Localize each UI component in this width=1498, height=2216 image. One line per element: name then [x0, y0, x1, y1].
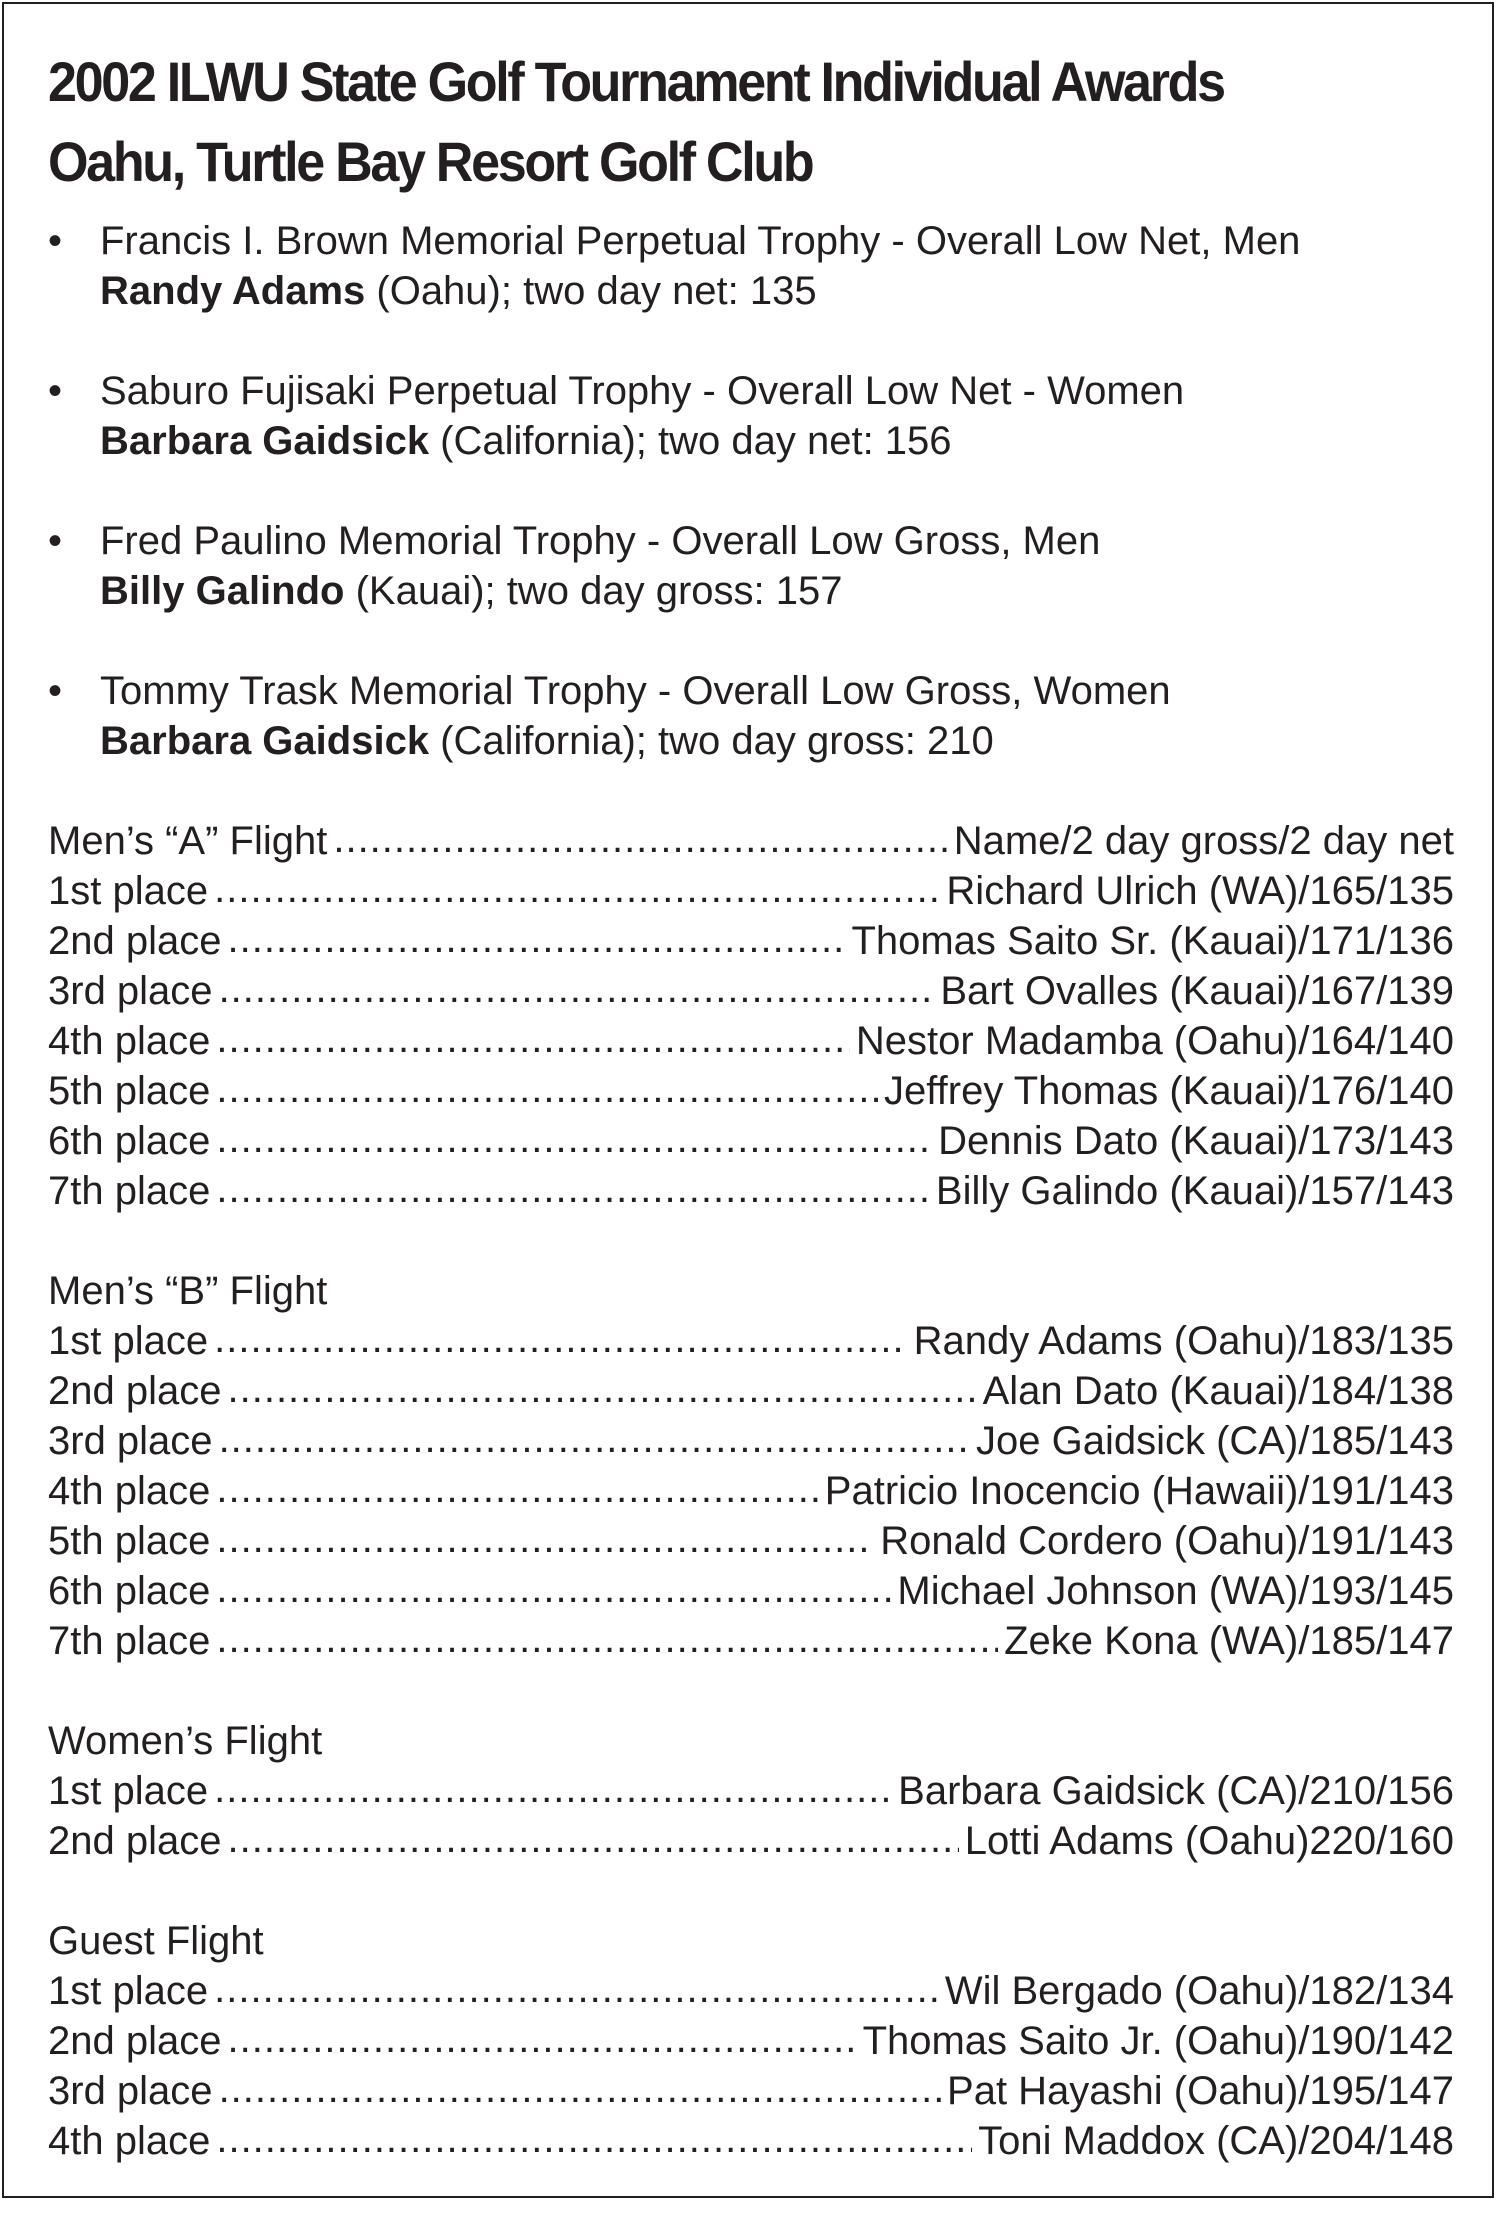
result-value: Alan Dato (Kauai)/184/138 [982, 1369, 1454, 1413]
dot-leader [216, 1564, 891, 1614]
result-value: Zeke Kona (WA)/185/147 [1004, 1619, 1454, 1663]
dot-leader [214, 1314, 908, 1364]
result-row [48, 1516, 1454, 1566]
award-winner-line [100, 566, 1454, 616]
result-row [48, 1116, 1454, 1166]
title-line-2: Oahu, Turtle Bay Resort Golf Club [48, 130, 813, 193]
trophy-awards-list [48, 216, 1454, 766]
place-label: 4th place [48, 2119, 211, 2163]
result-value: Dennis Dato (Kauai)/173/143 [938, 1119, 1454, 1163]
place-label: 1st place [48, 1319, 209, 1363]
result-value: Bart Ovalles (Kauai)/167/139 [940, 969, 1454, 1013]
award-trophy: Fred Paulino Memorial Trophy - Overall Low Gross, Men [100, 519, 1101, 563]
result-row [48, 2066, 1454, 2116]
result-row [48, 1316, 1454, 1366]
result-row [48, 916, 1454, 966]
place-label: 7th place [48, 1169, 211, 1213]
award-trophy: Saburo Fujisaki Perpetual Trophy - Overall Low Net - Women [100, 369, 1185, 413]
place-label: 4th place [48, 1019, 211, 1063]
bullet-icon: • [48, 219, 63, 263]
place-label: 3rd place [48, 969, 213, 1013]
dot-leader [227, 2014, 856, 2064]
bullet-icon: • [48, 519, 63, 563]
result-value: Michael Johnson (WA)/193/145 [897, 1569, 1454, 1613]
award-detail: (Oahu); two day net: 135 [365, 269, 817, 313]
column-legend: Name/2 day gross/2 day net [953, 819, 1454, 863]
dot-leader [216, 1464, 818, 1514]
result-value: Barbara Gaidsick (CA)/210/156 [898, 1769, 1454, 1813]
result-value: Lotti Adams (Oahu)220/160 [964, 1819, 1454, 1863]
dot-leader [216, 1014, 850, 1064]
place-label: 2nd place [48, 2019, 222, 2063]
dot-leader [216, 1064, 878, 1114]
result-value: Richard Ulrich (WA)/165/135 [946, 869, 1454, 913]
dot-leader [227, 1814, 958, 1864]
award-item [48, 216, 1454, 316]
result-value: Ronald Cordero (Oahu)/191/143 [880, 1519, 1454, 1563]
place-label: 2nd place [48, 1369, 222, 1413]
place-label: 3rd place [48, 1419, 213, 1463]
result-value: Wil Bergado (Oahu)/182/134 [944, 1969, 1454, 2013]
flight-heading: Guest Flight [48, 1919, 264, 1963]
dot-leader [216, 1114, 932, 1164]
dot-leader [333, 814, 947, 864]
dot-leader [216, 1164, 930, 1214]
result-row [48, 1766, 1454, 1816]
result-row [48, 1366, 1454, 1416]
result-value: Billy Galindo (Kauai)/157/143 [935, 1169, 1454, 1213]
dot-leader [216, 1614, 998, 1664]
mens-b-flight-section [48, 1266, 1454, 1666]
award-winner-line [100, 416, 1454, 466]
result-row [48, 1016, 1454, 1066]
award-winner: Barbara Gaidsick [100, 419, 430, 463]
result-row [48, 2016, 1454, 2066]
place-label: 2nd place [48, 919, 222, 963]
award-winner: Billy Galindo [100, 569, 345, 613]
result-value: Jeffrey Thomas (Kauai)/176/140 [884, 1069, 1454, 1113]
award-trophy: Francis I. Brown Memorial Perpetual Trophy - Overall Low Net, Men [100, 219, 1301, 263]
result-value: Randy Adams (Oahu)/183/135 [913, 1319, 1454, 1363]
result-value: Nestor Madamba (Oahu)/164/140 [855, 1019, 1454, 1063]
result-value: Patricio Inocencio (Hawaii)/191/143 [824, 1469, 1454, 1513]
award-trophy: Tommy Trask Memorial Trophy - Overall Low Gross, Women [100, 669, 1171, 713]
place-label: 2nd place [48, 1819, 222, 1863]
result-row [48, 866, 1454, 916]
place-label: 4th place [48, 1469, 211, 1513]
result-row [48, 1816, 1454, 1866]
result-value: Joe Gaidsick (CA)/185/143 [975, 1419, 1454, 1463]
flight-heading: Women’s Flight [48, 1719, 323, 1763]
award-winner-line [100, 716, 1454, 766]
document-body [48, 0, 1454, 2216]
mens-a-heading-row [48, 816, 1454, 866]
bullet-icon: • [48, 369, 63, 413]
award-item [48, 516, 1454, 616]
result-row [48, 1466, 1454, 1516]
award-detail: (Kauai); two day gross: 157 [344, 569, 843, 613]
award-detail: (California); two day gross: 210 [429, 719, 994, 763]
place-label: 6th place [48, 1569, 211, 1613]
award-winner: Barbara Gaidsick [100, 719, 430, 763]
place-label: 6th place [48, 1119, 211, 1163]
place-label: 1st place [48, 869, 209, 913]
result-row [48, 2116, 1454, 2166]
place-label: 1st place [48, 1969, 209, 2013]
dot-leader [214, 1764, 892, 1814]
result-row [48, 1966, 1454, 2016]
guest-flight-section [48, 1916, 1454, 2166]
dot-leader [214, 1964, 939, 2014]
dot-leader [216, 2114, 972, 2164]
dot-leader [227, 1364, 976, 1414]
bullet-icon: • [48, 669, 63, 713]
place-label: 5th place [48, 1069, 211, 1113]
womens-flight-section [48, 1716, 1454, 1866]
result-row [48, 1416, 1454, 1466]
dot-leader [216, 1514, 874, 1564]
mens-a-flight-section [48, 816, 1454, 1216]
award-winner: Randy Adams [100, 269, 366, 313]
result-value: Thomas Saito Jr. (Oahu)/190/142 [862, 2019, 1454, 2063]
award-item [48, 366, 1454, 466]
place-label: 3rd place [48, 2069, 213, 2113]
title-line-1: 2002 ILWU State Golf Tournament Individual Awards [48, 50, 1224, 113]
dot-leader [219, 1414, 970, 1464]
result-value: Toni Maddox (CA)/204/148 [978, 2119, 1454, 2163]
result-row [48, 1066, 1454, 1116]
place-label: 5th place [48, 1519, 211, 1563]
award-detail: (California); two day net: 156 [429, 419, 952, 463]
result-value: Pat Hayashi (Oahu)/195/147 [947, 2069, 1454, 2113]
place-label: 1st place [48, 1769, 209, 1813]
dot-leader [219, 964, 935, 1014]
award-item [48, 666, 1454, 766]
result-row [48, 1166, 1454, 1216]
place-label: 7th place [48, 1619, 211, 1663]
result-row [48, 1566, 1454, 1616]
page-title [48, 42, 1356, 202]
result-row [48, 1616, 1454, 1666]
result-row [48, 966, 1454, 1016]
dot-leader [214, 864, 940, 914]
award-winner-line [100, 266, 1454, 316]
dot-leader [219, 2064, 941, 2114]
result-value: Thomas Saito Sr. (Kauai)/171/136 [851, 919, 1454, 963]
dot-leader [227, 914, 845, 964]
flight-heading: Men’s “A” Flight [48, 819, 328, 863]
flight-heading: Men’s “B” Flight [48, 1269, 328, 1313]
